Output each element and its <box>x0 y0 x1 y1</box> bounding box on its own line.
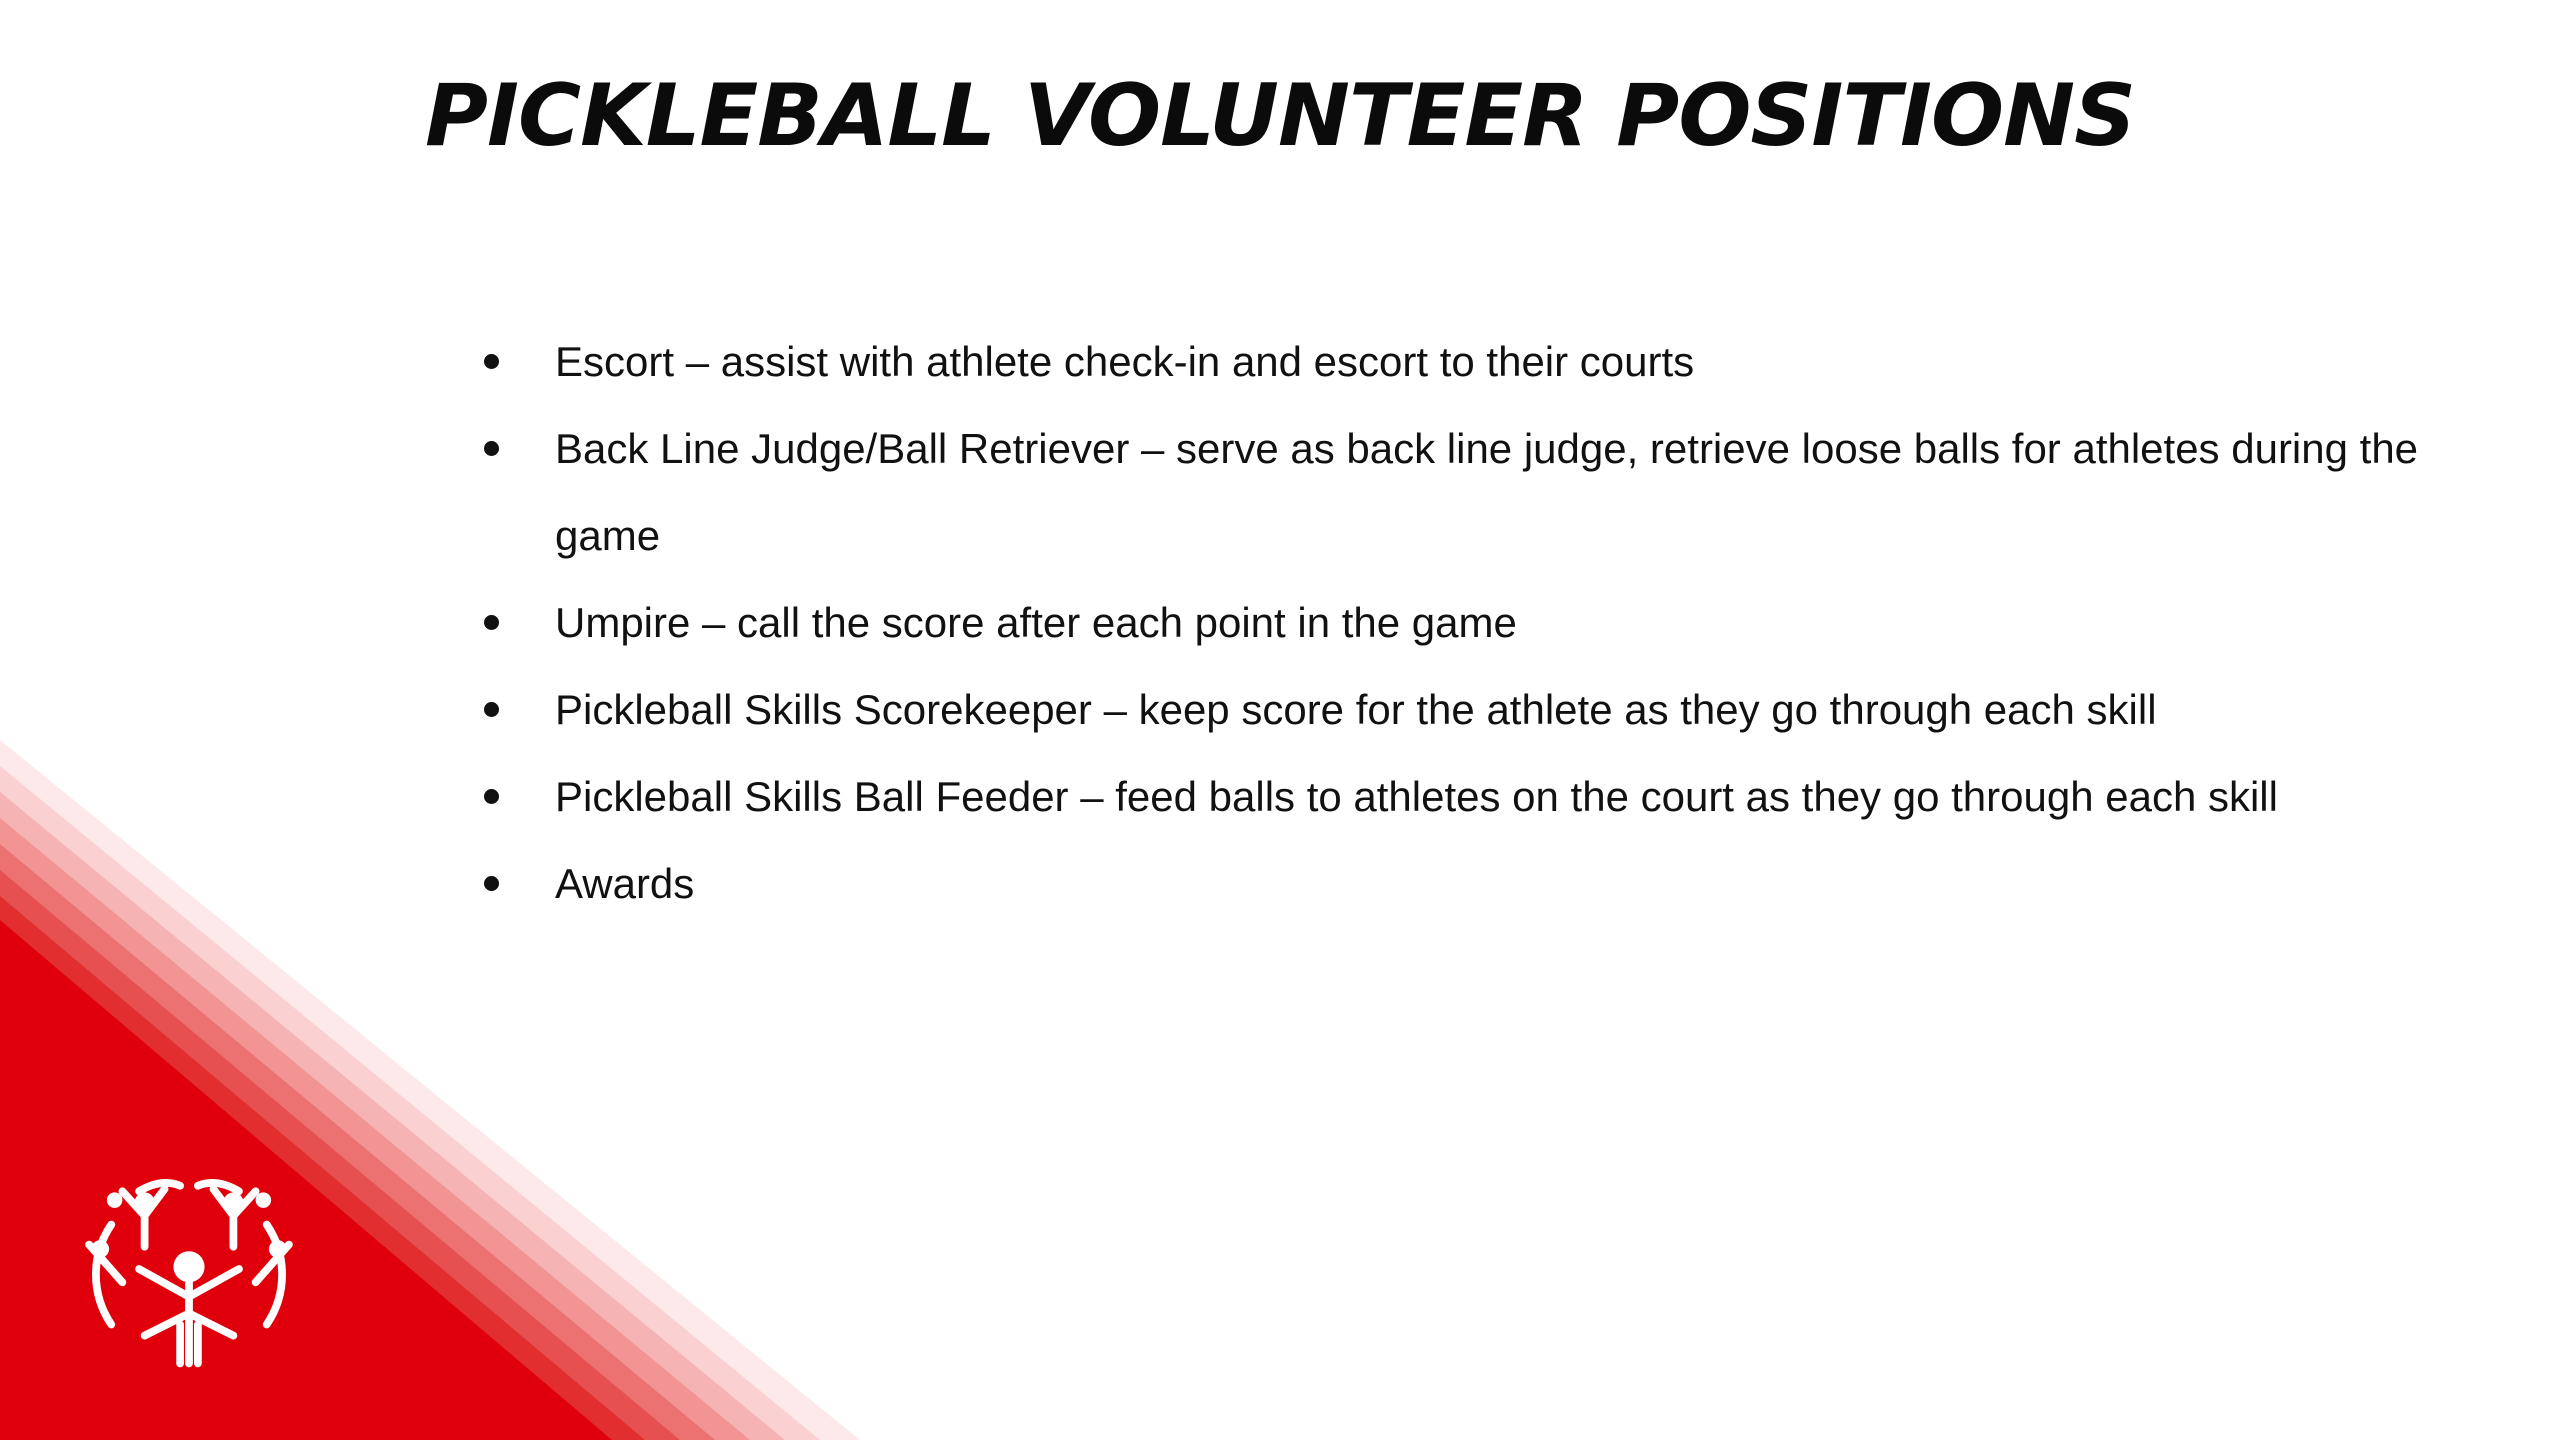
bullet-icon <box>484 615 499 630</box>
bullet-icon <box>484 702 499 717</box>
slide-title: PICKLEBALL VOLUNTEER POSITIONS <box>424 66 2136 166</box>
athletes-circle-logo-icon <box>78 1158 300 1380</box>
list-item <box>478 405 2438 579</box>
list-item-text: Pickleball Skills Ball Feeder – feed balls to athletes on the court as they go through each skill <box>555 773 2278 820</box>
list-item-text: Umpire – call the score after each point in the game <box>555 599 1517 646</box>
bullet-icon <box>484 441 499 456</box>
list-item <box>478 666 2438 753</box>
list-item <box>478 840 2438 927</box>
list-item-text: Escort – assist with athlete check-in and escort to their courts <box>555 338 1695 385</box>
list-item-text: Back Line Judge/Ball Retriever – serve as back line judge, retrieve loose balls for athletes during the game <box>555 425 2419 559</box>
list-item-text: Awards <box>555 860 695 907</box>
bullet-icon <box>484 789 499 804</box>
list-item <box>478 753 2438 840</box>
bullet-icon <box>484 354 499 369</box>
list-item-text: Pickleball Skills Scorekeeper – keep score for the athlete as they go through each skill <box>555 686 2157 733</box>
list-item <box>478 579 2438 666</box>
volunteer-positions-list <box>478 318 2438 927</box>
bullet-icon <box>484 876 499 891</box>
list-item <box>478 318 2438 405</box>
